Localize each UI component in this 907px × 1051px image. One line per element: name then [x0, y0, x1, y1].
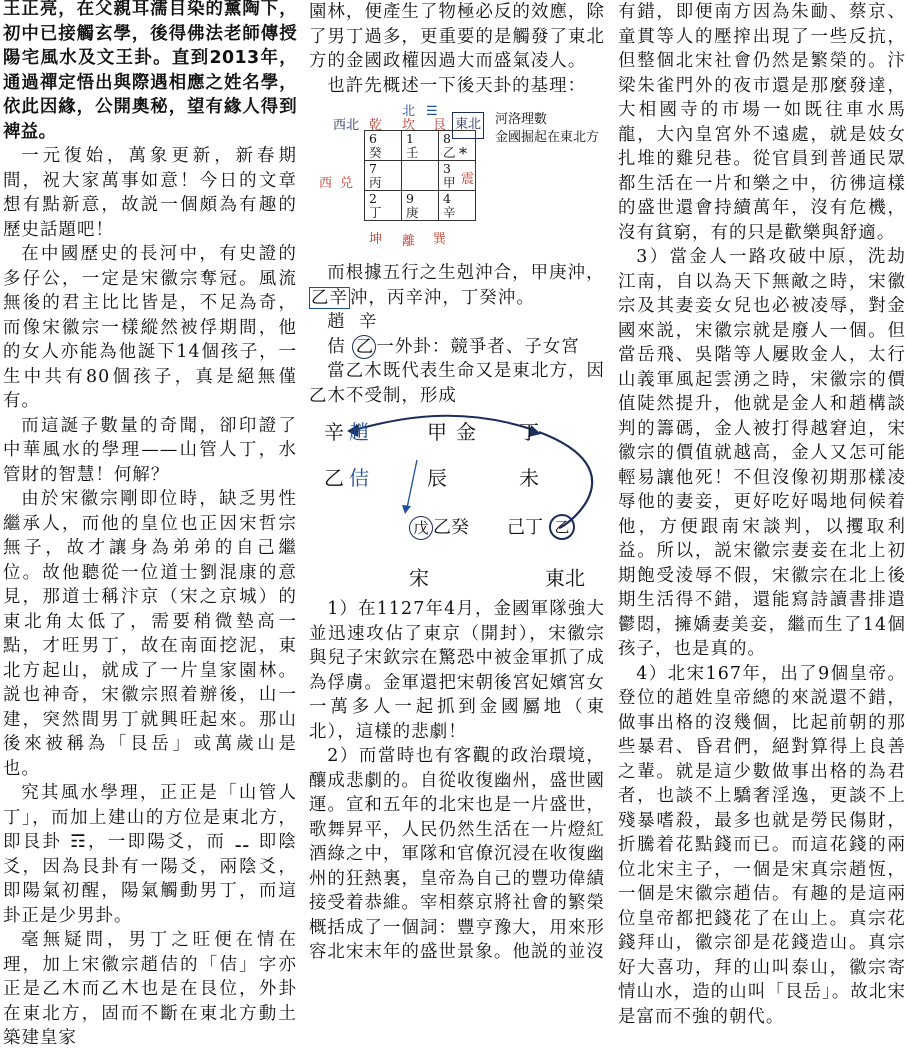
- paragraph: 究其風水學理，正正是「山管人丁」，而加上建山的方位是東北方，即艮卦 ☶，一即陽爻，而 ⚋ 即陰爻，因為艮卦有一陽爻，兩陰爻，即陽氣初醒，陽氣觸動男丁，而這卦正是少男卦。: [3, 783, 297, 926]
- grid-cell: 3 甲: [439, 161, 476, 191]
- paragraph: 而這誕子數量的奇聞，卻印證了中華風水的學理——山管人丁，水管財的智慧！何解？: [3, 415, 297, 485]
- paragraph: 在中國歷史的長河中，有史證的多仔公，一定是宋徽宗奪冠。風流無後的君主比比皆是，不足為奇，而像宋徽宗一樣縱然被俘期間，他的女人亦能為他誕下14個孩子，一生中共有80個孩子，真是絕無僅有。: [3, 244, 297, 411]
- li-label: 離: [402, 234, 416, 249]
- paragraph: 1）在1127年4月，金國軍隊強大並迅速攻佔了東京（開封），宋徽宗與兒子宋欽宗在驚恐中被金軍抓了成為俘虜。金軍還把宋朝後宮妃嬪宮女一萬多人一起抓到金國屬地（東北），這樣的悲劇！: [309, 599, 605, 742]
- d2-xin: 辛: [324, 420, 344, 444]
- paragraph: 有錯，即便南方因為朱勔、蔡京、童貫等人的壓搾出現了一些反抗，但整個北宋社會仍然是繁榮的。汴梁朱雀門外的夜市還是那麼發達，大相國寺的市場一如既往車水馬龍，大內皇宮外不遠處，就是妓女扎堆的雞兒巷。從官員到普通民眾都生活在一片和樂之中，彷彿這樣的盛世還會持續萬年，沒有危機，沒有貧窮，有的只是歡樂與舒適。: [618, 2, 906, 243]
- paragraph: 4）北宋167年，出了9個皇帝。登位的趙姓皇帝總的來説還不錯，做事出格的沒幾個，比起前朝的那些暴君、昏君們，絕對算得上良善之輩。就是這少數做事出格的為君者，也談不上驕奢淫逸，更談不上殘暴嗜殺，最多也就是勞民傷財，折騰着花點錢而已。而這花錢的兩位北宋主子，一個是宋真宗趙恆，一個是宋徽宗趙佶。有趣的是這兩位皇帝都把錢花了在山上。真宗花錢拜山，徽宗卻是花錢造山。真宗好大喜功，拜的山叫泰山，徽宗寄情山水，造的山叫「艮岳」。故北宋是富而不強的朝代。: [618, 663, 906, 1027]
- paragraph: 毫無疑問，男丁之旺便在情在理，加上宋徽宗趙佶的「佶」字亦正是乙木而乙木也是在艮位，外卦在東北方，固而不斷在東北方動土築建皇家: [3, 930, 297, 1048]
- star-mark: *: [459, 144, 467, 163]
- d2-yi: 乙: [324, 466, 344, 490]
- text-span: 沖，丙辛沖，丁癸沖。: [349, 287, 535, 308]
- clash-diagram: [309, 410, 605, 595]
- northeast-box: 東北: [452, 112, 484, 139]
- west-label: 西: [319, 176, 333, 191]
- author-intro: 王正亮，在父親耳濡目染的薰陶下，初中已接觸玄學，後得佛法老師傳授陽宅風水及文王卦。直到2013年，通過禪定悟出與際遇相應之姓名學，依此因緣，公開奧秘，望有緣人得到裨益。: [3, 0, 297, 142]
- paragraph: 3）當金人一路攻破中原，洗劫江南，自以為天下無敵之時，宋徽宗及其妻妾女兒也必被凌辱，對金國來説，宋徽宗就是廢人一個。但當岳飛、吳階等人屢敗金人，太行山義軍風起雲湧之時，宋徽宗的價值陡然提升，他就是金人和趙構談判的籌碼，金人被打得越窘迫，宋徽宗的價值就越高，金人又怎可能輕易讓他死！不但沒像初期那樣凌辱他的妻妾，更好吃好喝地伺候着他，方便跟南宋談判，以攫取利益。所以，説宋徽宗妻妾在北上初期飽受淩辱不假，宋徽宗在北上後期生活得不錯，還能寫詩讀書排遣鬱悶，擁嬌妻美妾，繼而生了14個孩子，也是真的。: [618, 247, 906, 659]
- grid-cell: 7 丙: [365, 161, 402, 191]
- text-span: 佶: [327, 336, 346, 357]
- column-2: [309, 0, 605, 962]
- column-1: [3, 0, 297, 1048]
- d2-dongbei: 東北: [545, 566, 585, 590]
- zhen-label: 震: [461, 172, 475, 187]
- paragraph: 也許先概述一下後天卦的基理：: [327, 75, 587, 96]
- paragraph: 一元復始，萬象更新，新春期間，祝大家萬事如意！今日的文章想有點新意，故説一個頗為有趣的歷史話題吧！: [3, 146, 297, 240]
- column-3: [618, 0, 906, 1027]
- qian-trigram-icon: ☰: [426, 104, 438, 119]
- kun-label: 坤: [369, 232, 383, 247]
- bagua-diagram: [309, 102, 605, 258]
- d2-chen: 辰: [427, 466, 447, 490]
- grid-cell: 9 庚: [402, 191, 439, 221]
- text-span: 而根據五行之生剋沖合，甲庚沖，: [327, 263, 605, 283]
- paragraph: [309, 335, 605, 360]
- d2-ding: 丁: [519, 420, 539, 444]
- kan-label: 坎: [402, 118, 416, 133]
- circled-wu: 戊: [409, 516, 433, 540]
- d2-jia: 甲: [427, 420, 447, 444]
- diagram-note: 金國掘起在東北方: [495, 130, 600, 145]
- grid-cell: 4 辛: [439, 191, 476, 221]
- text-span: 一外卦：競爭者、子女宮: [376, 336, 580, 357]
- paragraph: [309, 286, 605, 311]
- grid-cell: [402, 161, 439, 191]
- paragraph: 趙 辛: [327, 312, 378, 332]
- qian-label: 乾: [369, 118, 383, 133]
- diagram-note: 河洛理數: [495, 112, 548, 127]
- paragraph: 2）而當時也有客觀的政治環境，釀成悲劇的。自從收復幽州，盛世國運。宣和五年的北宋也是一片盛世，歌舞昇平，人民仍然生活在一片燈紅酒綠之中，軍隊和官僚沉浸在收復幽州的狂熱裏，皇帝為自己的豐功偉績接受着恭維。宰相蔡京將社會的繁榮概括成了一個詞：豐亨豫大，用來形容北宋末年的盛世景象。他説的並沒: [309, 746, 605, 962]
- yixin-box: 乙辛: [311, 287, 348, 308]
- d2-zhao: 趙: [349, 420, 369, 444]
- d2-wei: 未: [519, 466, 539, 490]
- northwest-label: 西北: [333, 118, 360, 133]
- north-label: 北: [402, 104, 416, 119]
- circled-yi-2: 乙: [549, 514, 575, 540]
- xun-label: 巽: [433, 232, 447, 247]
- paragraph: [309, 261, 605, 286]
- grid-cell: 2 丁: [365, 191, 402, 221]
- dui-label: 兑: [340, 176, 354, 191]
- paragraph: 園林，便產生了物極必反的效應，除了男丁過多，更重要的是觸發了東北方的金國政權因過大而盛氣凌人。: [309, 2, 605, 71]
- grid-cell: 8 乙: [439, 131, 476, 161]
- d2-yigui: 乙癸: [433, 517, 469, 538]
- grid-cell: 6 癸: [365, 131, 402, 161]
- d2-jin: 金: [456, 420, 476, 444]
- d2-song: 宋: [409, 566, 429, 590]
- d2-jiding: 己丁: [507, 517, 543, 538]
- grid-cell: 1 壬: [402, 131, 439, 161]
- circled-yi: 乙: [352, 335, 376, 359]
- paragraph: 由於宋徽宗剛即位時，缺乏男性繼承人，而他的皇位也正因宋哲宗無子，故才讓身為弟弟的自己繼位。故他聽從一位道士劉混康的意見，那道士稱汴京（宋之京城）的東北角太低了，需要稍微墊高一點，才旺男丁，故在南面挖泥，東北方起山，就成了一片皇家園林。説也神奇，宋徽宗照着辦後，山一建，突然間男丁就興旺起來。那山後來被稱為「艮岳」或萬歲山是也。: [3, 489, 297, 779]
- gen-label: 艮: [433, 118, 447, 133]
- d2-ji: 佶: [349, 466, 369, 490]
- paragraph: 當乙木既代表生命又是東北方，因乙木不受制，形成: [309, 361, 605, 406]
